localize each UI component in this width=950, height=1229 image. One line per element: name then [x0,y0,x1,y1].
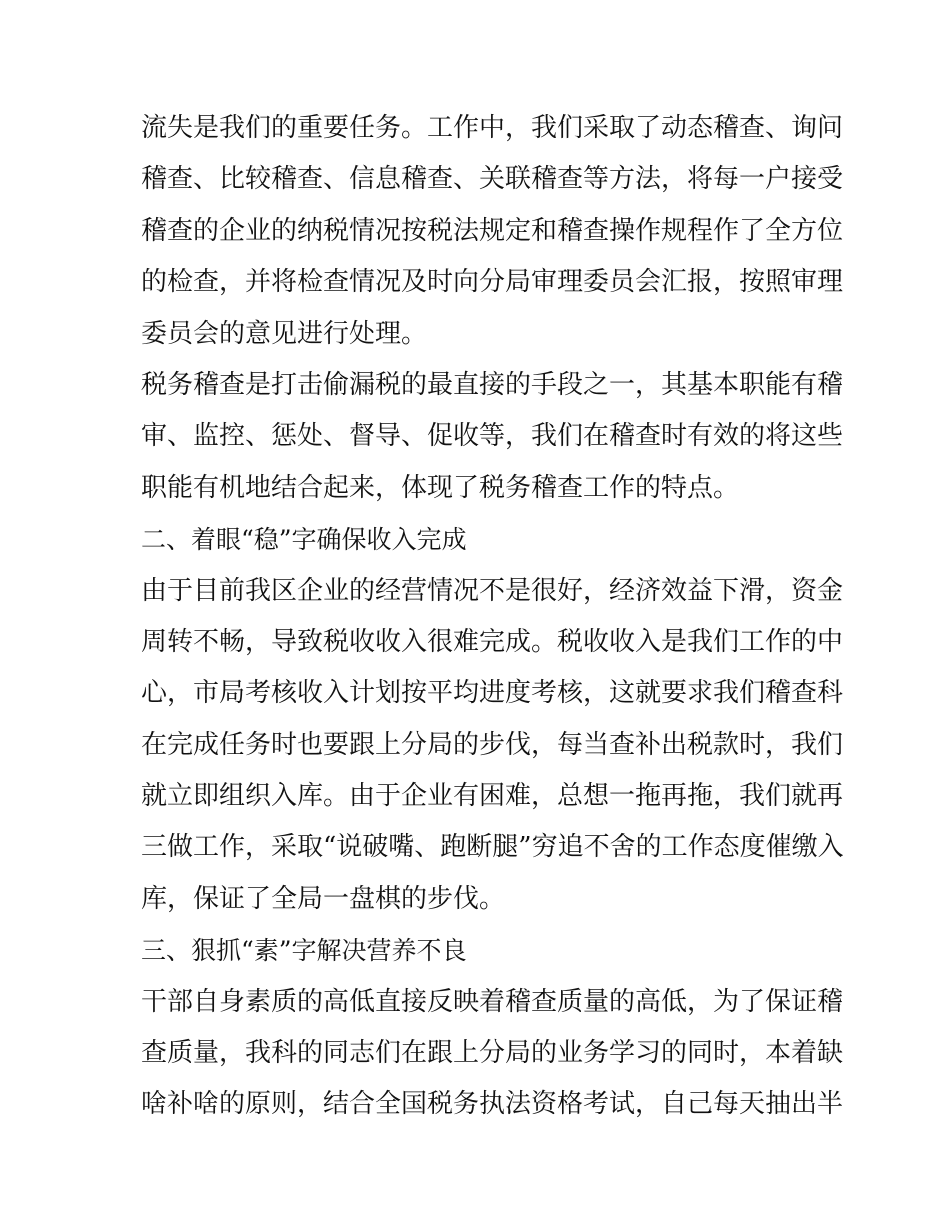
text-line-1: 流失是我们的重要任务。工作中，我们采取了动态稽查、询问 [141,113,844,143]
text-line-6: 税务稽查是打击偷漏税的最直接的手段之一，其基本职能有稽 [141,369,844,400]
text-line-18: 干部自身素质的高低直接反映着稽查质量的高低，为了保证稽 [141,986,844,1017]
text-line-12: 心，市局考核收入计划按平均进度考核，这就要求我们稽查科 [141,678,844,709]
text-line-10: 由于目前我区企业的经营情况不是很好，经济效益下滑，资金 [141,575,844,606]
text-line-7: 审、监控、惩处、督导、促收等，我们在稽查时有效的将这些 [141,421,844,452]
section-heading-3: 三、狠抓“素”字解决营养不良 [141,936,467,966]
text-line-2: 稽查、比较稽查、信息稽查、关联稽查等方法，将每一户接受 [141,164,844,195]
text-line-11: 周转不畅，导致税收收入很难完成。税收收入是我们工作的中 [141,626,844,657]
text-line-19: 查质量，我科的同志们在跟上分局的业务学习的同时，本着缺 [141,1038,844,1069]
text-line-13: 在完成任务时也要跟上分局的步伐，每当查补出税款时，我们 [141,729,844,760]
text-line-16: 库，保证了全局一盘棋的步伐。 [141,883,506,914]
text-line-14: 就立即组织入库。由于企业有困难，总想一拖再拖，我们就再 [141,781,844,812]
document-body [141,103,844,1131]
text-line-8: 职能有机地结合起来，体现了税务稽查工作的特点。 [141,472,740,503]
text-line-5: 委员会的意见进行处理。 [141,318,428,349]
section-heading-2: 二、着眼“稳”字确保收入完成 [141,525,467,555]
text-line-4: 的检查，并将检查情况及时向分局审理委员会汇报，按照审理 [141,267,844,298]
text-line-15: 三做工作，采取“说破嘴、跑断腿”穷追不舍的工作态度催缴入 [141,832,844,863]
text-line-20: 啥补啥的原则，结合全国税务执法资格考试，自己每天抽出半 [141,1089,844,1120]
text-line-3: 稽查的企业的纳税情况按税法规定和稽查操作规程作了全方位 [141,215,844,246]
